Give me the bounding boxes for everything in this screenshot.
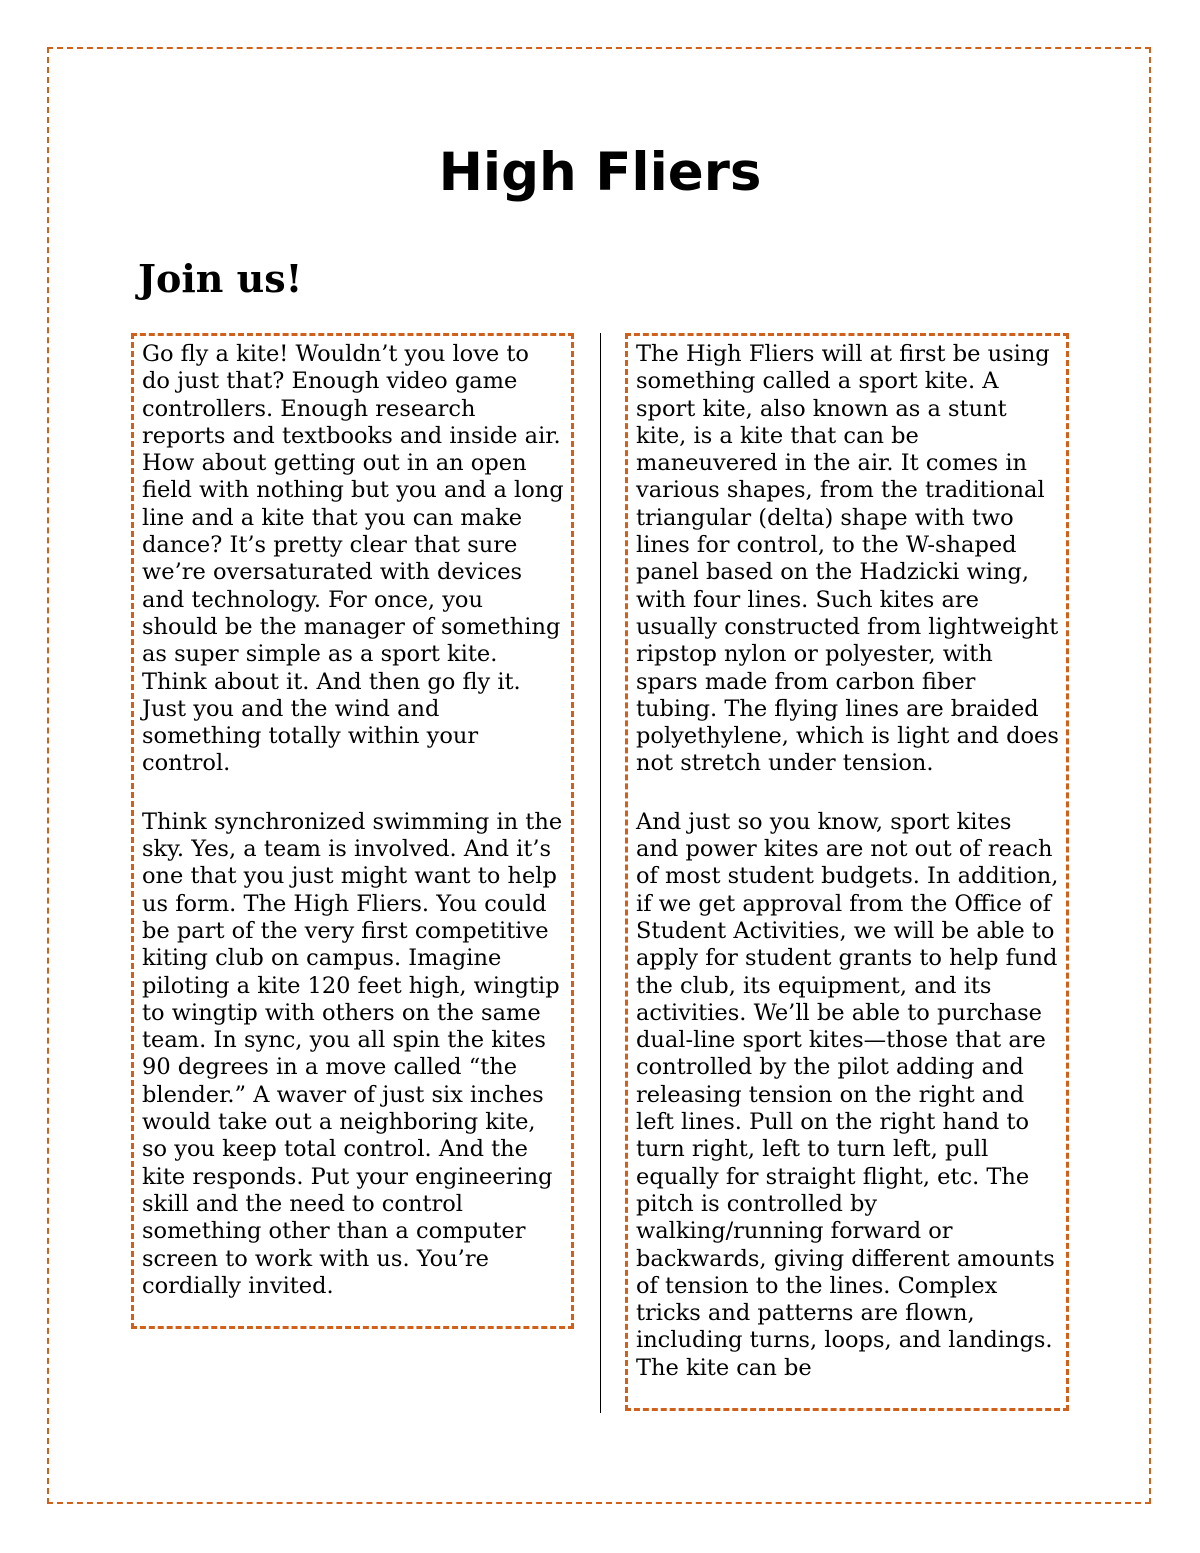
page-title: High Fliers bbox=[438, 142, 762, 203]
page-subtitle: Join us! bbox=[138, 256, 303, 301]
column-divider bbox=[600, 333, 601, 1413]
left-column-textbox[interactable] bbox=[131, 333, 574, 1329]
right-paragraph-2: And just so you know, sport kites and power kites are not out of reach of most student budgets. In addition, if we get approval from the Office of Student Activities, we will be able to apply for student grants to help fund the club, its equipment, and its activities. We’ll be able to purchase dual-line sport kites—those that are controlled by the pilot adding and releasing tension on the right and left lines. Pull on the right hand to turn right, left to turn left, pull equally for straight flight, etc. The pitch is controlled by walking/running forward or backwards, giving different amounts of tension to the lines. Complex tricks and patterns are flown, including turns, loops, and landings. The kite can be bbox=[636, 808, 1059, 1381]
right-paragraph-1: The High Fliers will at first be using something called a sport kite. A sport kite, also known as a stunt kite, is a kite that can be maneuvered in the air. It comes in various shapes, from the traditional triangular (delta) shape with two lines for control, to the W-shaped panel based on the Hadzicki wing, with four lines. Such kites are usually constructed from lightweight ripstop nylon or polyester, with spars made from carbon fiber tubing. The flying lines are braided polyethylene, which is light and does not stretch under tension. bbox=[636, 341, 1059, 777]
left-paragraph-1: Go fly a kite! Wouldn’t you love to do just that? Enough video game controllers. Enough research reports and textbooks and inside air. How about getting out in an open field with nothing but you and a long line and a kite that you can make dance? It’s pretty clear that sure we’re oversaturated with devices and technology. For once, you should be the manager of something as super simple as a sport kite. Think about it. And then go fly it. Just you and the wind and something totally within your control. bbox=[142, 341, 564, 777]
right-column-textbox[interactable] bbox=[625, 333, 1069, 1411]
left-paragraph-2: Think synchronized swimming in the sky. Yes, a team is involved. And it’s one that you just might want to help us form. The High Fliers. You could be part of the very first competitive kiting club on campus. Imagine piloting a kite 120 feet high, wingtip to wingtip with others on the same team. In sync, you all spin the kites 90 degrees in a move called “the blender.” A waver of just six inches would take out a neighboring kite, so you keep total control. And the kite responds. Put your engineering skill and the need to control something other than a computer screen to work with us. You’re cordially invited. bbox=[142, 808, 563, 1299]
